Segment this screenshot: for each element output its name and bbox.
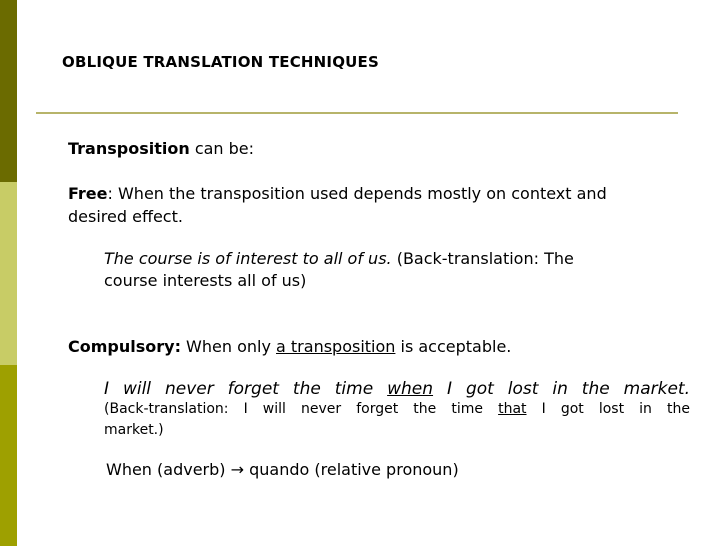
side-bar-top: [0, 0, 17, 182]
compulsory-example-b: I got lost in the market.: [433, 379, 690, 399]
free-example-line-2: course interests all of us): [104, 271, 307, 290]
back-translation-b: I got lost in the: [526, 401, 690, 417]
back-translation-a: (Back-translation: I will never forget the time: [104, 401, 499, 417]
free-example-italic: The course is of interest to all of us.: [104, 249, 392, 268]
intro-rest: can be:: [189, 139, 255, 158]
title-divider: [36, 112, 678, 114]
compulsory-underlined: a transposition: [276, 337, 396, 356]
free-definition: : When the transposition used depends mostly on context and: [107, 184, 607, 203]
free-example-rest: (Back-translation: The: [391, 249, 574, 268]
free-line-2: desired effect.: [68, 207, 183, 226]
gloss-line: When (adverb) → quando (relative pronoun): [106, 460, 459, 479]
compulsory-example-a: I will never forget the time: [104, 379, 388, 399]
back-translation-line-1: [104, 401, 690, 417]
free-example-line-1: [104, 249, 574, 268]
compulsory-text-1: When only: [180, 337, 277, 356]
side-bar-bottom: [0, 365, 17, 546]
compulsory-example: [104, 379, 690, 399]
compulsory-text-2: is acceptable.: [395, 337, 512, 356]
compulsory-line: [68, 337, 511, 356]
compulsory-example-when: when: [387, 379, 434, 399]
back-translation-line-2: market.): [104, 422, 164, 438]
free-line-1: [68, 184, 607, 203]
intro-term: Transposition: [68, 139, 190, 158]
back-translation-that: that: [498, 401, 527, 417]
compulsory-label: Compulsory:: [68, 337, 181, 356]
free-label: Free: [68, 184, 108, 203]
slide-title: OBLIQUE TRANSLATION TECHNIQUES: [62, 53, 379, 71]
intro-line: [68, 139, 254, 158]
side-bar-middle: [0, 182, 17, 365]
